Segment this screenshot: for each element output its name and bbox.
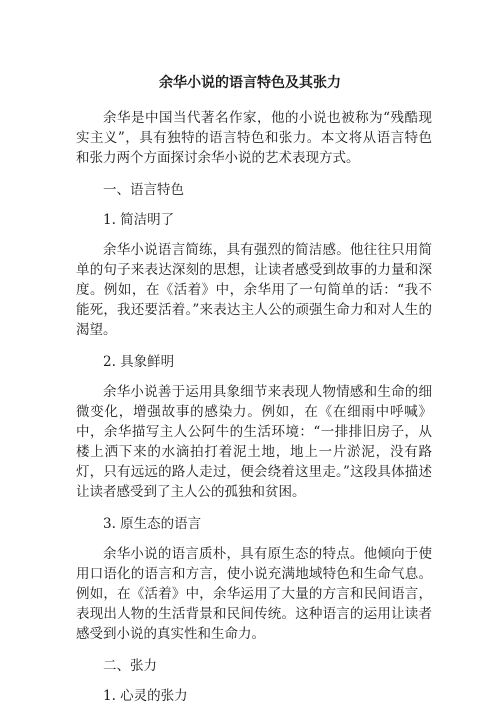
document-body <box>76 108 432 716</box>
subheading-concrete: 2. 具象鲜明 <box>103 354 175 370</box>
section-heading-tension: 二、张力 <box>103 658 157 674</box>
subheading-concise: 1. 简洁明了 <box>103 212 175 228</box>
paragraph-concrete: 余华小说善于运用具象细节来表现人物情感和生命的细微变化，增强故事的感染力。例如，在《在细雨中呼喊》中，余华描写主人公阿牛的生活环境：“一排排旧房子，从楼上洒下来的水滴拍打着泥土地，地上一片淤泥，没有路灯，只有远远的路人走过，便会绕着这里走。”这段具体描述让读者感受到了主人公的孤独和贫困。 <box>76 384 432 500</box>
paragraph-concise: 余华小说语言简练，具有强烈的简洁感。他往往只用简单的句子来表达深刻的思想，让读者感受到故事的力量和深度。例如，在《活着》中，余华用了一句简单的话：“我不能死，我还要活着。”来表达主人公的顽强生命力和对人生的渴望。 <box>76 242 432 338</box>
paragraph-native: 余华小说的语言质朴，具有原生态的特点。他倾向于使用口语化的语言和方言，使小说充满地域特色和生命气息。例如，在《活着》中，余华运用了大量的方言和民间语言，表现出人物的生活背景和民间传统。这种语言的运用让读者感受到小说的真实性和生命力。 <box>76 546 432 642</box>
subheading-soul-tension: 1. 心灵的张力 <box>103 688 188 704</box>
document-title: 余华小说的语言特色及其张力 <box>159 75 341 91</box>
paragraph-intro: 余华是中国当代著名作家，他的小说也被称为“残酷现实主义”，具有独特的语言特色和张力。本文将从语言特色和张力两个方面探讨余华小说的艺术表现方式。 <box>76 110 432 166</box>
section-heading-language: 一、语言特色 <box>103 182 184 198</box>
subheading-native: 3. 原生态的语言 <box>103 516 202 532</box>
